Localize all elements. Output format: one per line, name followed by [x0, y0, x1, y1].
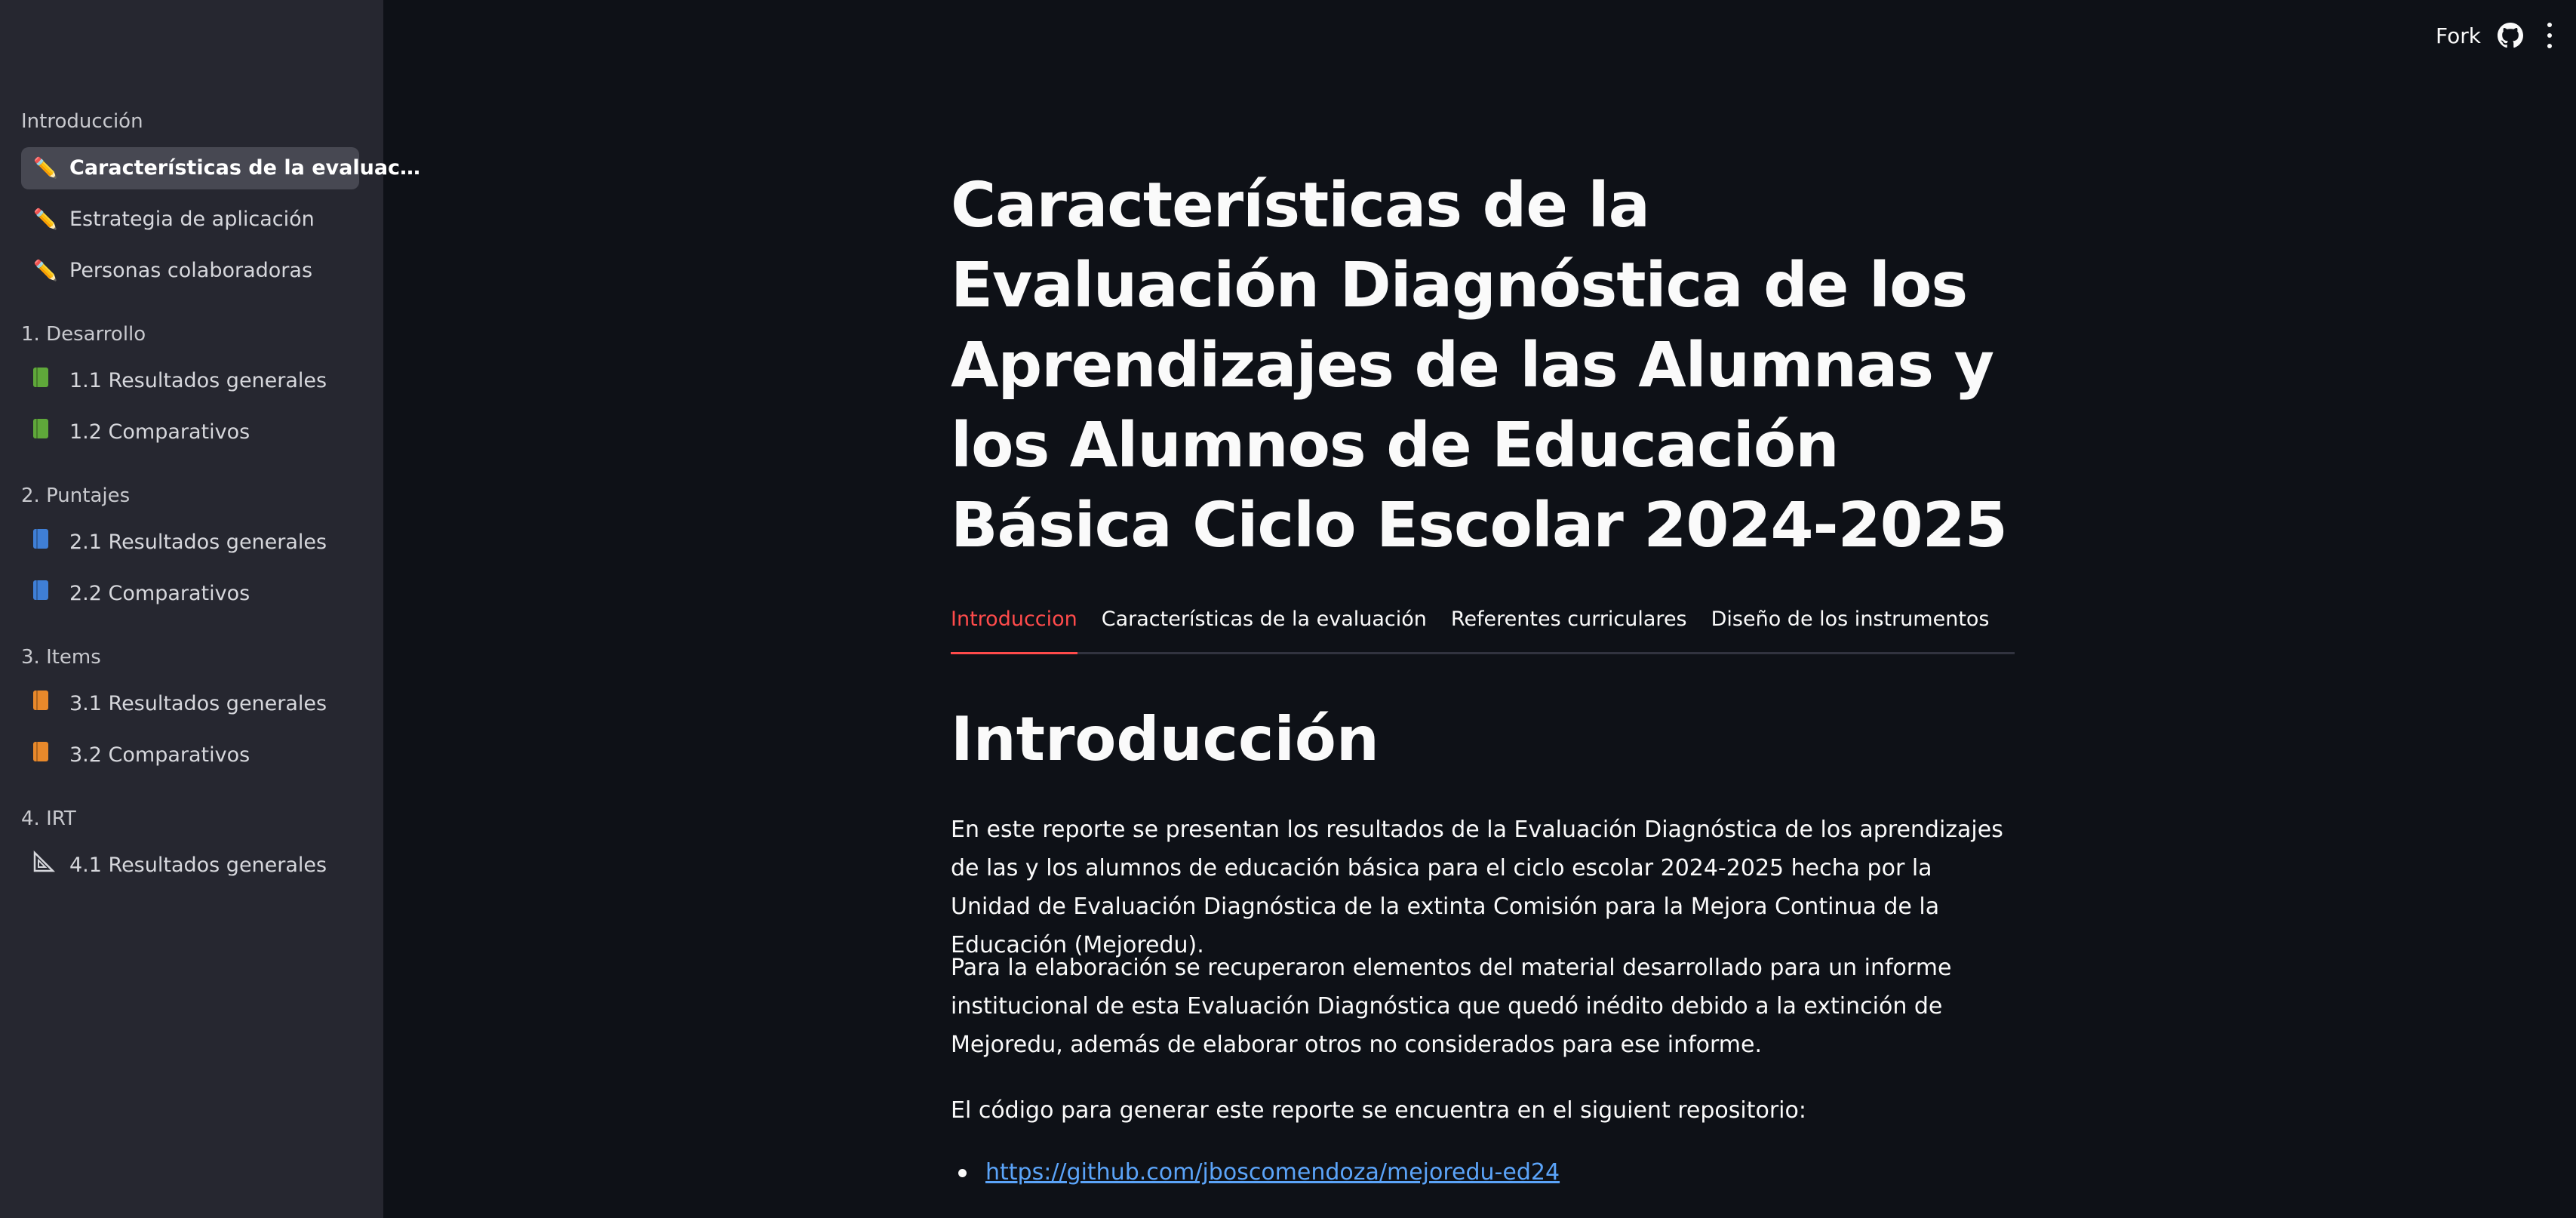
sidebar-item-puntajes-resultados[interactable] — [21, 521, 359, 564]
tab-referentes[interactable]: Referentes curriculares — [1450, 607, 1687, 631]
more-options-icon[interactable] — [2544, 23, 2555, 48]
sidebar-item-desarrollo-comparativos[interactable] — [21, 411, 359, 454]
page-title: Características de la Evaluación Diagnóstica de los Aprendizajes de las Alumnas y los Alumnos de Educación Básica Ciclo Escolar 2024-2025 — [951, 170, 2007, 561]
orange-book-icon — [33, 742, 69, 769]
sidebar-item-label: Estrategia de aplicación — [69, 208, 315, 231]
repo-list — [951, 1153, 2015, 1192]
sidebar-item-irt-resultados[interactable] — [21, 844, 359, 887]
orange-book-icon — [33, 691, 69, 718]
sidebar-item-desarrollo-resultados[interactable] — [21, 360, 359, 402]
tab-bar — [951, 601, 2015, 654]
sidebar-section-irt: 4. IRT — [21, 807, 76, 830]
green-book-icon — [33, 419, 69, 446]
intro-paragraph-3: El código para generar este reporte se encuentra en el siguient repositorio: — [951, 1097, 1806, 1124]
sidebar-item-items-comparativos[interactable] — [21, 734, 359, 777]
sidebar-item-label: 2.1 Resultados generales — [69, 531, 327, 554]
pencil-icon: ✏️ — [33, 260, 58, 282]
blue-book-icon — [33, 529, 69, 556]
sidebar-item-label: 2.2 Comparativos — [69, 582, 251, 605]
sidebar-item-puntajes-comparativos[interactable] — [21, 573, 359, 615]
github-icon[interactable] — [2498, 23, 2523, 48]
tab-introduccion[interactable]: Introduccion — [951, 601, 1077, 652]
section-heading: Introducción — [951, 704, 1379, 774]
fork-button[interactable]: Fork — [2436, 23, 2481, 48]
sidebar-item-label: 4.1 Resultados generales — [69, 854, 327, 877]
sidebar-item-items-resultados[interactable] — [21, 683, 359, 725]
sidebar-item-caracteristicas[interactable] — [21, 147, 421, 189]
sidebar-section-puntajes: 2. Puntajes — [21, 484, 131, 507]
pencil-icon: ✏️ — [33, 208, 58, 231]
sidebar-item-label: 3.1 Resultados generales — [69, 692, 327, 715]
tab-caracteristicas[interactable]: Características de la evaluación — [1101, 607, 1427, 631]
sidebar-item-personas[interactable] — [21, 250, 359, 292]
sidebar-item-label: 1.2 Comparativos — [69, 420, 251, 444]
sidebar-section-items: 3. Items — [21, 646, 101, 669]
tab-diseno[interactable]: Diseño de los instrumentos — [1711, 607, 1990, 631]
sidebar-item-label: Características de la evaluac… — [69, 156, 421, 180]
sidebar-section-desarrollo: 1. Desarrollo — [21, 323, 146, 346]
intro-paragraph-2: Para la elaboración se recuperaron elementos del material desarrollado para un informe institucional de esta Evaluación Diagnóstica que quedó inédito debido a la extinción de Mejoredu, además de elaborar otros no considerados para ese informe. — [951, 955, 1952, 1058]
sidebar — [0, 0, 421, 1218]
sidebar-item-label: 3.2 Comparativos — [69, 743, 251, 767]
sidebar-section-introduccion: Introducción — [21, 110, 143, 133]
repo-link[interactable]: https://github.com/jboscomendoza/mejoredu-ed24 — [985, 1159, 1560, 1186]
sidebar-item-label: 1.1 Resultados generales — [69, 369, 327, 392]
blue-book-icon — [33, 580, 69, 607]
pencil-icon: ✏️ — [33, 157, 58, 180]
list-item — [951, 1153, 2015, 1192]
intro-paragraph-1: En este reporte se presentan los resultados de la Evaluación Diagnóstica de los aprendizajes de las y los alumnos de educación básica para el ciclo escolar 2024-2025 hecha por la Unidad de Evaluación Diagnóstica de la extinta Comisión para la Mejora Continua de la Educación (Mejoredu). — [951, 817, 2003, 958]
green-book-icon — [33, 368, 69, 395]
sidebar-item-label: Personas colaboradoras — [69, 259, 313, 282]
triangular-ruler-icon — [33, 851, 69, 880]
sidebar-item-estrategia[interactable] — [21, 198, 359, 241]
